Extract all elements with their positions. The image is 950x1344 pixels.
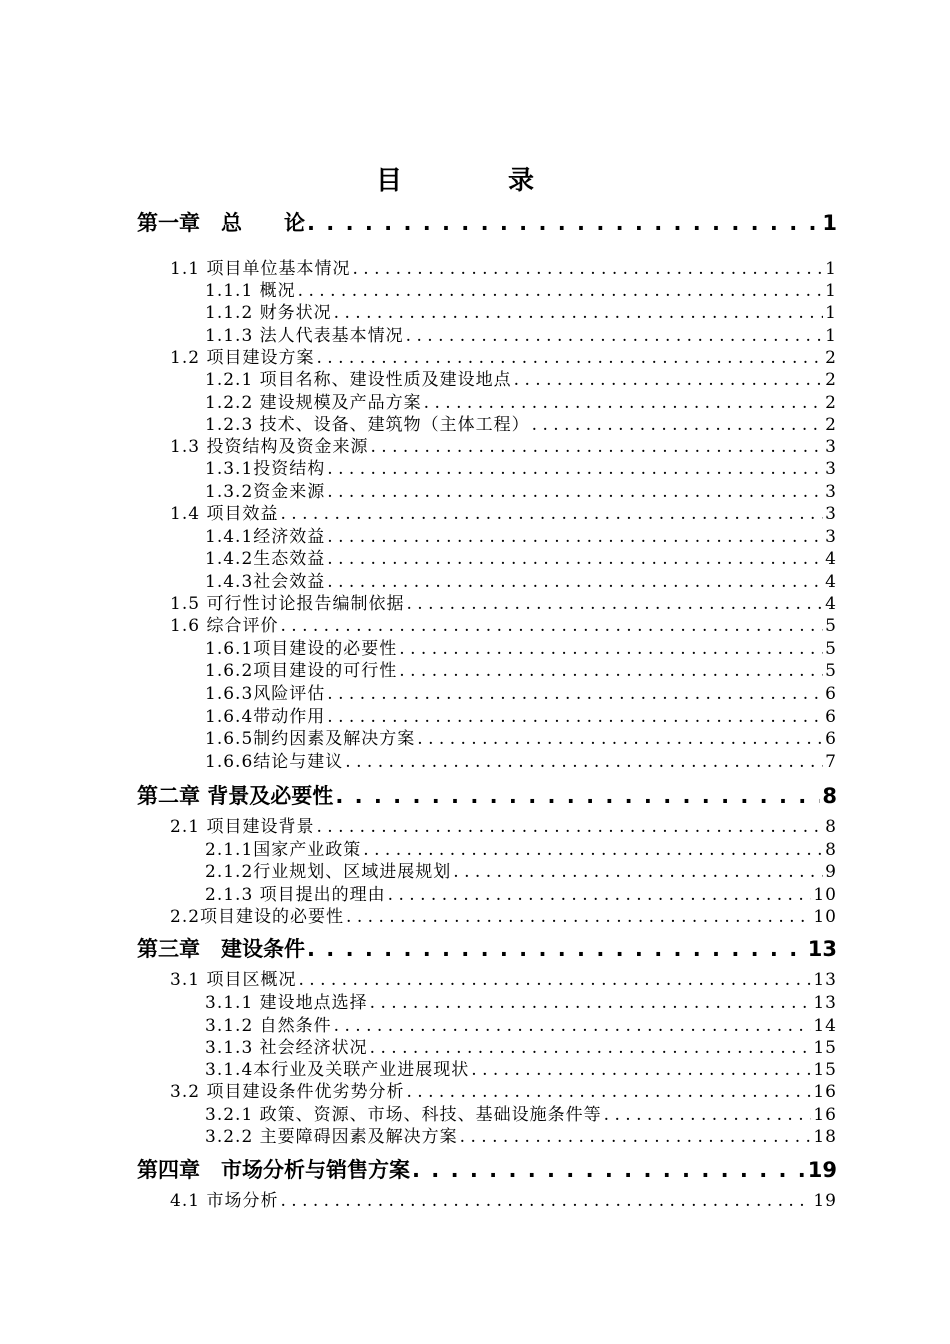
toc-leader-dots — [327, 683, 823, 705]
toc-leader-dots — [471, 1059, 811, 1081]
toc-entry-label: 1.6.5制约因素及解决方案 — [205, 729, 416, 749]
toc-entry-label: 1.6 综合评价 — [170, 616, 279, 636]
toc-entry-label: 1.5 可行性讨论报告编制依据 — [170, 594, 405, 614]
toc-entry-label: 3.2 项目建设条件优劣势分析 — [170, 1082, 405, 1102]
toc-entry[interactable] — [205, 369, 837, 391]
toc-entry[interactable] — [170, 1190, 837, 1212]
toc-leader-dots — [327, 481, 823, 503]
toc-leader-dots — [399, 638, 823, 660]
toc-entry-page: 13 — [807, 937, 837, 961]
toc-entry[interactable] — [205, 839, 837, 861]
toc-entry-page: 3 — [825, 504, 837, 524]
toc-entry-page: 1 — [825, 281, 837, 301]
toc-entry[interactable] — [205, 751, 837, 773]
toc-leader-dots — [335, 781, 820, 811]
toc-leader-dots — [412, 1155, 806, 1185]
toc-leader-dots — [280, 615, 823, 637]
toc-entry-label: 第二章 背景及必要性 — [137, 784, 334, 808]
toc-entry-label: 2.1.1国家产业政策 — [205, 840, 362, 860]
toc-entry-label: 第一章 总 论 — [137, 211, 305, 235]
toc-entry-page: 10 — [813, 885, 837, 905]
toc-entry-page: 4 — [825, 594, 837, 614]
toc-entry[interactable] — [205, 683, 837, 705]
toc-entry-page: 16 — [813, 1082, 837, 1102]
toc-leader-dots — [417, 728, 823, 750]
toc-leader-dots — [370, 992, 812, 1014]
toc-leader-dots — [352, 258, 823, 280]
toc-entry-label: 1.3.2资金来源 — [205, 482, 326, 502]
toc-leader-dots — [406, 593, 823, 615]
toc-leader-dots — [334, 1015, 812, 1037]
toc-entry[interactable] — [205, 992, 837, 1014]
toc-entry-page: 6 — [825, 684, 837, 704]
toc-entry[interactable] — [205, 526, 837, 548]
toc-entry-label: 1.1.3 法人代表基本情况 — [205, 326, 404, 346]
toc-entry-page: 1 — [825, 326, 837, 346]
page-title: 目 录 — [375, 166, 574, 196]
toc-entry-page: 6 — [825, 707, 837, 727]
toc-entry[interactable] — [205, 660, 837, 682]
toc-entry-label: 1.4.3社会效益 — [205, 572, 326, 592]
toc-entry-page: 8 — [822, 784, 837, 808]
toc-entry-page: 3 — [825, 459, 837, 479]
toc-entry-page: 16 — [813, 1105, 837, 1125]
toc-entry-page: 18 — [813, 1127, 837, 1147]
toc-entry[interactable] — [205, 638, 837, 660]
toc-entry-label: 第四章 市场分析与销售方案 — [137, 1158, 410, 1182]
toc-entry-label: 1.6.4带动作用 — [205, 707, 326, 727]
toc-entry-label: 4.1 市场分析 — [170, 1191, 279, 1211]
toc-entry-page: 15 — [813, 1038, 837, 1058]
toc-entry-label: 1.3 投资结构及资金来源 — [170, 437, 369, 457]
toc-entry-label: 3.1.1 建设地点选择 — [205, 993, 368, 1013]
toc-entry-page: 2 — [825, 415, 837, 435]
toc-entry[interactable] — [205, 414, 837, 436]
toc-entry-label: 3.1.4本行业及关联产业进展现状 — [205, 1060, 470, 1080]
toc-leader-dots — [316, 347, 823, 369]
toc-entry[interactable] — [170, 503, 837, 525]
toc-leader-dots — [370, 1037, 812, 1059]
toc-entry-page: 13 — [813, 993, 837, 1013]
toc-entry[interactable] — [170, 436, 837, 458]
toc-entry-label: 3.2.1 政策、资源、市场、科技、基础设施条件等 — [205, 1105, 602, 1125]
toc-entry[interactable] — [137, 1155, 837, 1185]
toc-entry-label: 第三章 建设条件 — [137, 937, 305, 961]
toc-entry-page: 2 — [825, 393, 837, 413]
toc-leader-dots — [327, 458, 823, 480]
toc-entry-page: 3 — [825, 527, 837, 547]
toc-leader-dots — [532, 414, 824, 436]
toc-entry-page: 1 — [825, 303, 837, 323]
toc-leader-dots — [327, 571, 823, 593]
toc-leader-dots — [399, 660, 823, 682]
toc-entry-page: 5 — [825, 639, 837, 659]
toc-entry-label: 1.6.1项目建设的必要性 — [205, 639, 398, 659]
toc-leader-dots — [406, 325, 824, 347]
toc-entry-label: 3.1 项目区概况 — [170, 970, 297, 990]
toc-entry-label: 1.3.1投资结构 — [205, 459, 326, 479]
toc-entry-label: 3.1.3 社会经济状况 — [205, 1038, 368, 1058]
toc-leader-dots — [604, 1104, 812, 1126]
toc-entry[interactable] — [205, 728, 837, 750]
toc-entry[interactable] — [205, 302, 837, 324]
toc-entry-page: 6 — [825, 729, 837, 749]
toc-leader-dots — [460, 1126, 812, 1148]
toc-entry[interactable] — [205, 1015, 837, 1037]
toc-entry[interactable] — [170, 969, 837, 991]
toc-leader-dots — [514, 369, 824, 391]
toc-entry[interactable] — [205, 1104, 837, 1126]
toc-entry[interactable] — [205, 325, 837, 347]
toc-leader-dots — [280, 503, 823, 525]
toc-entry-page: 2 — [825, 370, 837, 390]
toc-entry-label: 1.1.1 概况 — [205, 281, 296, 301]
toc-entry-page: 19 — [807, 1158, 837, 1182]
toc-entry-label: 1.1.2 财务状况 — [205, 303, 332, 323]
toc-entry[interactable] — [137, 208, 837, 238]
toc-entry-page: 13 — [813, 970, 837, 990]
toc-entry-page: 19 — [813, 1191, 837, 1211]
toc-entry-label: 1.2 项目建设方案 — [170, 348, 315, 368]
toc-entry[interactable] — [205, 392, 837, 414]
toc-entry[interactable] — [205, 481, 837, 503]
toc-leader-dots — [327, 706, 823, 728]
toc-leader-dots — [327, 548, 823, 570]
toc-leader-dots — [453, 861, 823, 883]
toc-entry-page: 3 — [825, 482, 837, 502]
toc-entry-page: 10 — [813, 907, 837, 927]
toc-entry[interactable] — [170, 1081, 837, 1103]
toc-leader-dots — [363, 839, 823, 861]
toc-entry[interactable] — [170, 816, 837, 838]
toc-entry-label: 1.4.1经济效益 — [205, 527, 326, 547]
toc-entry-label: 1.4.2生态效益 — [205, 549, 326, 569]
toc-entry-label: 1.6.6结论与建议 — [205, 752, 344, 772]
toc-leader-dots — [370, 436, 823, 458]
toc-leader-dots — [307, 208, 820, 238]
toc-entry-label: 1.2.2 建设规模及产品方案 — [205, 393, 422, 413]
toc-entry-label: 1.6.3风险评估 — [205, 684, 326, 704]
toc-entry-page: 5 — [825, 616, 837, 636]
toc-entry-label: 3.1.2 自然条件 — [205, 1016, 332, 1036]
toc-leader-dots — [327, 526, 823, 548]
toc-leader-dots — [298, 280, 824, 302]
toc-entry-page: 1 — [822, 211, 837, 235]
toc-entry-label: 1.4 项目效益 — [170, 504, 279, 524]
toc-entry[interactable] — [170, 347, 837, 369]
toc-leader-dots — [346, 906, 811, 928]
toc-entry[interactable] — [170, 906, 837, 928]
toc-entry[interactable] — [205, 884, 837, 906]
toc-leader-dots — [316, 816, 823, 838]
toc-entry-label: 2.2项目建设的必要性 — [170, 907, 345, 927]
toc-entry[interactable] — [205, 571, 837, 593]
toc-entry-label: 1.6.2项目建设的可行性 — [205, 661, 398, 681]
toc-entry-label: 2.1.2行业规划、区域进展规划 — [205, 862, 452, 882]
toc-entry-page: 14 — [813, 1016, 837, 1036]
toc-entry[interactable] — [205, 706, 837, 728]
toc-entry-page: 8 — [825, 840, 837, 860]
toc-entry[interactable] — [137, 781, 837, 811]
toc-entry[interactable] — [205, 1059, 837, 1081]
toc-leader-dots — [280, 1190, 811, 1212]
toc-leader-dots — [406, 1081, 811, 1103]
toc-entry-page: 2 — [825, 348, 837, 368]
toc-entry-label: 3.2.2 主要障碍因素及解决方案 — [205, 1127, 458, 1147]
toc-leader-dots — [307, 934, 806, 964]
toc-entry[interactable] — [205, 280, 837, 302]
toc-leader-dots — [388, 884, 812, 906]
toc-entry[interactable] — [205, 1126, 837, 1148]
toc-leader-dots — [424, 392, 824, 414]
toc-entry-label: 2.1.3 项目提出的理由 — [205, 885, 386, 905]
toc-entry-page: 4 — [825, 572, 837, 592]
toc-entry-page: 3 — [825, 437, 837, 457]
toc-entry-page: 1 — [825, 259, 837, 279]
toc-entry-page: 8 — [825, 817, 837, 837]
toc-entry-page: 9 — [825, 862, 837, 882]
toc-entry-label: 2.1 项目建设背景 — [170, 817, 315, 837]
toc-entry-label: 1.2.1 项目名称、建设性质及建设地点 — [205, 370, 512, 390]
toc-entry-page: 15 — [813, 1060, 837, 1080]
toc-entry[interactable] — [137, 934, 837, 964]
toc-entry-page: 7 — [825, 752, 837, 772]
toc-entry[interactable] — [205, 548, 837, 570]
toc-leader-dots — [334, 302, 824, 324]
toc-entry[interactable] — [170, 593, 837, 615]
toc-entry[interactable] — [170, 258, 837, 280]
toc-entry-page: 4 — [825, 549, 837, 569]
toc-entry-label: 1.2.3 技术、设备、建筑物（主体工程） — [205, 415, 530, 435]
toc-leader-dots — [345, 751, 823, 773]
toc-entry-label: 1.1 项目单位基本情况 — [170, 259, 351, 279]
toc-entry-page: 5 — [825, 661, 837, 681]
toc-entry[interactable] — [205, 1037, 837, 1059]
toc-entry[interactable] — [205, 861, 837, 883]
toc-entry[interactable] — [170, 615, 837, 637]
toc-leader-dots — [298, 969, 811, 991]
toc-entry[interactable] — [205, 458, 837, 480]
